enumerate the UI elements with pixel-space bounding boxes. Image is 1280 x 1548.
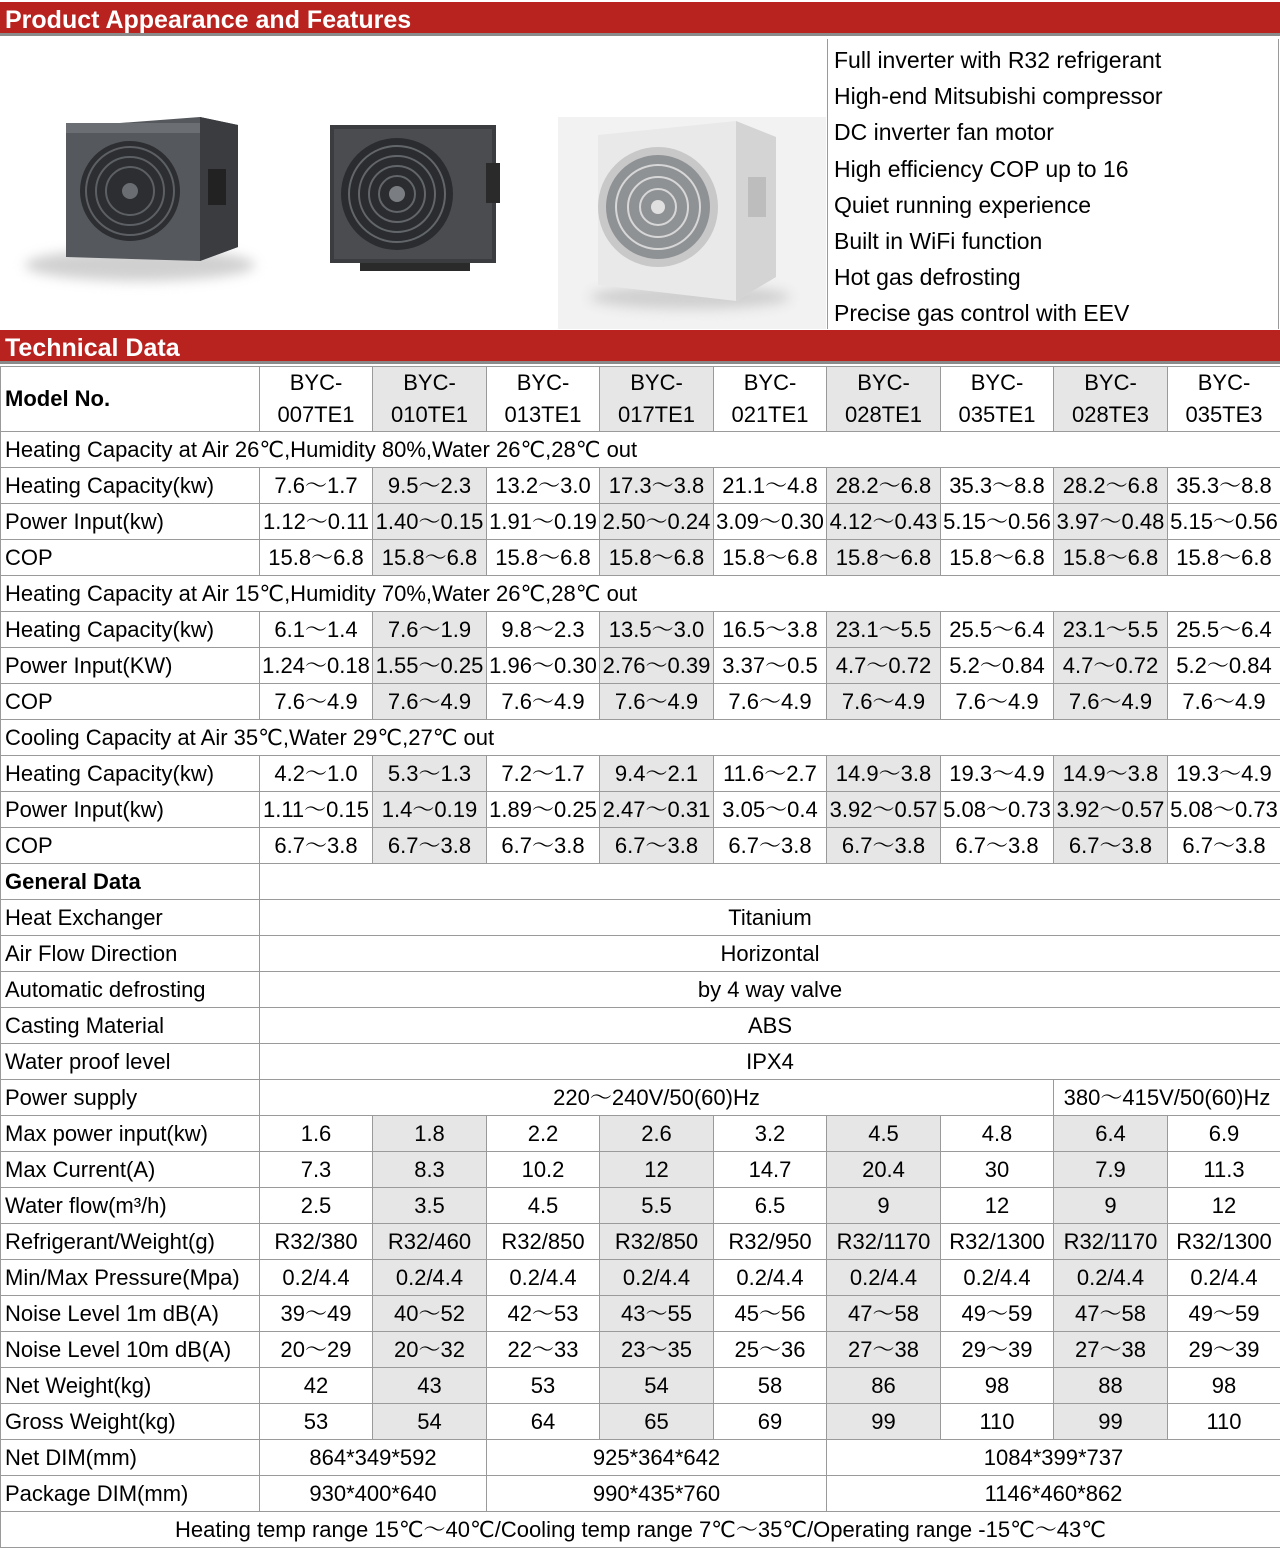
row-label: Net Weight(kg): [1, 1368, 260, 1404]
value-cell: 6.7～3.8: [941, 828, 1054, 864]
section-title: Heating Capacity at Air 26℃,Humidity 80%,Water 26℃,28℃ out: [1, 432, 1280, 468]
feature-item: Precise gas control with EEV: [834, 300, 1130, 327]
value-cell: 0.2/4.4: [260, 1260, 373, 1296]
value-cell: 4.5: [487, 1188, 600, 1224]
value-cell: 7.3: [260, 1152, 373, 1188]
value-cell: 1.40～0.15: [373, 504, 487, 540]
value-cell: 0.2/4.4: [714, 1260, 827, 1296]
product-image-dark-front: [330, 125, 500, 271]
value-cell: 1.4～0.19: [373, 792, 487, 828]
value-cell: 43～55: [600, 1296, 714, 1332]
value-cell: 7.6～4.9: [373, 684, 487, 720]
data-row: [1, 1368, 1280, 1404]
value-cell: Titanium: [260, 900, 1280, 936]
model-cell: BYC- 017TE1: [600, 367, 714, 432]
value-cell: 9.4～2.1: [600, 756, 714, 792]
value-cell: 15.8～6.8: [1168, 540, 1280, 576]
value-cell: 54: [373, 1404, 487, 1440]
value-cell: 3.92～0.57: [1054, 792, 1168, 828]
data-row: [1, 468, 1280, 504]
data-row: [1, 1224, 1280, 1260]
value-cell: 19.3～4.9: [1168, 756, 1280, 792]
value-cell: 9: [1054, 1188, 1168, 1224]
value-cell: 14.9～3.8: [1054, 756, 1168, 792]
footer-note: Heating temp range 15℃～40℃/Cooling temp range 7℃～35℃/Operating range -15℃～43℃: [1, 1512, 1280, 1548]
row-label: Heating Capacity(kw): [1, 468, 260, 504]
row-label: Max Current(A): [1, 1152, 260, 1188]
row-label: Water proof level: [1, 1044, 260, 1080]
value-cell: 20.4: [827, 1152, 941, 1188]
value-cell: 7.9: [1054, 1152, 1168, 1188]
value-cell: 4.7～0.72: [827, 648, 941, 684]
row-label: Casting Material: [1, 1008, 260, 1044]
section-header-row: [1, 576, 1280, 612]
row-label: Noise Level 10m dB(A): [1, 1332, 260, 1368]
value-cell: 5.08～0.73: [1168, 792, 1280, 828]
feature-item: Full inverter with R32 refrigerant: [834, 47, 1162, 73]
value-cell: 29～39: [1168, 1332, 1280, 1368]
value-cell: 4.12～0.43: [827, 504, 941, 540]
technical-data-table: [0, 366, 1280, 1548]
section-title: Cooling Capacity at Air 35℃,Water 29℃,27℃ out: [1, 720, 1280, 756]
power-supply-row: [1, 1080, 1280, 1116]
value-cell: 22～33: [487, 1332, 600, 1368]
row-label: Power Input(kw): [1, 504, 260, 540]
value-cell: 925*364*642: [487, 1440, 827, 1476]
value-cell: 9.5～2.3: [373, 468, 487, 504]
value-cell: 15.8～6.8: [487, 540, 600, 576]
feature-item: DC inverter fan motor: [834, 119, 1054, 146]
value-cell: 6.5: [714, 1188, 827, 1224]
value-cell: 0.2/4.4: [487, 1260, 600, 1296]
value-cell: 2.6: [600, 1116, 714, 1152]
value-cell: 99: [1054, 1404, 1168, 1440]
value-cell: 11.3: [1168, 1152, 1280, 1188]
value-cell: 2.50～0.24: [600, 504, 714, 540]
value-cell: 40～52: [373, 1296, 487, 1332]
value-cell: 7.6～4.9: [600, 684, 714, 720]
feature-item: Built in WiFi function: [834, 228, 1043, 255]
section-header-row: [1, 720, 1280, 756]
row-label: Refrigerant/Weight(g): [1, 1224, 260, 1260]
model-cell: BYC- 028TE1: [827, 367, 941, 432]
value-cell: 43: [373, 1368, 487, 1404]
value-cell: 4.5: [827, 1116, 941, 1152]
data-row: [1, 756, 1280, 792]
data-row: [1, 900, 1280, 936]
value-cell: 58: [714, 1368, 827, 1404]
value-cell: 3.37～0.5: [714, 648, 827, 684]
value-cell: 11.6～2.7: [714, 756, 827, 792]
value-cell: 14.7: [714, 1152, 827, 1188]
feature-item: Quiet running experience: [834, 191, 1091, 218]
value-cell: 53: [487, 1368, 600, 1404]
value-cell: 1.6: [260, 1116, 373, 1152]
value-cell: 7.6～4.9: [941, 684, 1054, 720]
row-label: Power Input(KW): [1, 648, 260, 684]
value-cell: 2.76～0.39: [600, 648, 714, 684]
value-cell: 12: [1168, 1188, 1280, 1224]
value-cell: 14.9～3.8: [827, 756, 941, 792]
value-cell: Horizontal: [260, 936, 1280, 972]
value-cell: R32/850: [600, 1224, 714, 1260]
value-cell: 28.2～6.8: [1054, 468, 1168, 504]
model-row: [1, 367, 1280, 432]
value-cell: 3.5: [373, 1188, 487, 1224]
value-cell: 27～38: [827, 1332, 941, 1368]
value-cell: 47～58: [827, 1296, 941, 1332]
empty-cell: [260, 864, 1280, 900]
value-cell: 12: [600, 1152, 714, 1188]
model-cell: BYC- 035TE1: [941, 367, 1054, 432]
value-cell: 23.1～5.5: [1054, 612, 1168, 648]
section-header-row: [1, 432, 1280, 468]
dimension-row: [1, 1440, 1280, 1476]
value-cell: 7.6～4.9: [827, 684, 941, 720]
value-cell: 1.11～0.15: [260, 792, 373, 828]
value-cell: 110: [941, 1404, 1054, 1440]
row-label: Max power input(kw): [1, 1116, 260, 1152]
value-cell: 2.47～0.31: [600, 792, 714, 828]
value-cell: 10.2: [487, 1152, 600, 1188]
model-cell: BYC- 035TE3: [1168, 367, 1280, 432]
value-cell: 2.2: [487, 1116, 600, 1152]
value-cell: 7.6～4.9: [1054, 684, 1168, 720]
general-header-row: [1, 864, 1280, 900]
data-row: [1, 1296, 1280, 1332]
section-title: Heating Capacity at Air 15℃,Humidity 70%,Water 26℃,28℃ out: [1, 576, 1280, 612]
feature-item: High efficiency COP up to 16: [834, 155, 1129, 182]
row-label: Air Flow Direction: [1, 936, 260, 972]
value-cell: 1.96～0.30: [487, 648, 600, 684]
value-cell: 0.2/4.4: [941, 1260, 1054, 1296]
row-label: Power Input(kw): [1, 792, 260, 828]
data-row: [1, 504, 1280, 540]
value-cell: 21.1～4.8: [714, 468, 827, 504]
value-cell: 7.6～1.9: [373, 612, 487, 648]
value-cell: 1.55～0.25: [373, 648, 487, 684]
row-label: COP: [1, 540, 260, 576]
value-cell: R32/1170: [827, 1224, 941, 1260]
value-cell: 3.97～0.48: [1054, 504, 1168, 540]
value-cell: R32/1300: [1168, 1224, 1280, 1260]
value-cell: 15.8～6.8: [1054, 540, 1168, 576]
value-cell: R32/850: [487, 1224, 600, 1260]
value-cell: 6.7～3.8: [827, 828, 941, 864]
value-cell: 64: [487, 1404, 600, 1440]
value-cell: 5.15～0.56: [1168, 504, 1280, 540]
row-label: Gross Weight(kg): [1, 1404, 260, 1440]
data-row: [1, 1404, 1280, 1440]
product-image-dark-angled: [25, 117, 255, 281]
value-cell: 15.8～6.8: [373, 540, 487, 576]
data-row: [1, 1332, 1280, 1368]
value-cell: 5.2～0.84: [941, 648, 1054, 684]
value-cell: 990*435*760: [487, 1476, 827, 1512]
value-cell: 5.08～0.73: [941, 792, 1054, 828]
data-row: [1, 1116, 1280, 1152]
section-banner-technical: Technical Data: [0, 330, 1280, 364]
model-cell: BYC- 021TE1: [714, 367, 827, 432]
value-cell: 2.5: [260, 1188, 373, 1224]
value-cell: 5.3～1.3: [373, 756, 487, 792]
value-cell: 0.2/4.4: [600, 1260, 714, 1296]
model-cell: BYC- 028TE3: [1054, 367, 1168, 432]
value-cell: R32/460: [373, 1224, 487, 1260]
value-cell: 1.89～0.25: [487, 792, 600, 828]
value-cell: 98: [941, 1368, 1054, 1404]
value-cell: 17.3～3.8: [600, 468, 714, 504]
value-cell: 6.4: [1054, 1116, 1168, 1152]
footer-row: [1, 1512, 1280, 1548]
value-cell: 28.2～6.8: [827, 468, 941, 504]
value-cell: 15.8～6.8: [600, 540, 714, 576]
row-label: Heat Exchanger: [1, 900, 260, 936]
value-cell: 27～38: [1054, 1332, 1168, 1368]
value-cell: 15.8～6.8: [260, 540, 373, 576]
feature-item: High-end Mitsubishi compressor: [834, 83, 1163, 110]
value-cell: 25.5～6.4: [941, 612, 1054, 648]
value-cell: 930*400*640: [260, 1476, 487, 1512]
row-label: Heating Capacity(kw): [1, 756, 260, 792]
value-cell: 3.05～0.4: [714, 792, 827, 828]
value-cell: 1.24～0.18: [260, 648, 373, 684]
value-cell: 1084*399*737: [827, 1440, 1280, 1476]
value-cell: 69: [714, 1404, 827, 1440]
row-label: Min/Max Pressure(Mpa): [1, 1260, 260, 1296]
value-cell: 7.6～4.9: [714, 684, 827, 720]
value-cell: 39～49: [260, 1296, 373, 1332]
data-row: [1, 792, 1280, 828]
value-cell: 4.7～0.72: [1054, 648, 1168, 684]
value-cell: 13.2～3.0: [487, 468, 600, 504]
value-cell: 220～240V/50(60)Hz: [260, 1080, 1054, 1116]
feature-item: Hot gas defrosting: [834, 264, 1021, 291]
value-cell: 7.2～1.7: [487, 756, 600, 792]
model-cell: BYC- 013TE1: [487, 367, 600, 432]
value-cell: IPX4: [260, 1044, 1280, 1080]
data-row: [1, 1152, 1280, 1188]
product-image-white-angled: [558, 117, 826, 329]
appearance-panel: [0, 39, 1280, 329]
data-row: [1, 648, 1280, 684]
value-cell: 5.5: [600, 1188, 714, 1224]
value-cell: 49～59: [941, 1296, 1054, 1332]
data-row: [1, 1260, 1280, 1296]
data-row: [1, 972, 1280, 1008]
model-cell: BYC- 010TE1: [373, 367, 487, 432]
data-row: [1, 684, 1280, 720]
value-cell: 3.09～0.30: [714, 504, 827, 540]
value-cell: 25.5～6.4: [1168, 612, 1280, 648]
value-cell: 0.2/4.4: [1168, 1260, 1280, 1296]
value-cell: 7.6～1.7: [260, 468, 373, 504]
dimension-row: [1, 1476, 1280, 1512]
value-cell: 35.3～8.8: [941, 468, 1054, 504]
data-row: [1, 1188, 1280, 1224]
data-row: [1, 936, 1280, 972]
value-cell: 15.8～6.8: [827, 540, 941, 576]
value-cell: 15.8～6.8: [714, 540, 827, 576]
value-cell: 53: [260, 1404, 373, 1440]
value-cell: 3.2: [714, 1116, 827, 1152]
value-cell: 7.6～4.9: [1168, 684, 1280, 720]
value-cell: 20～29: [260, 1332, 373, 1368]
value-cell: 23.1～5.5: [827, 612, 941, 648]
value-cell: 6.9: [1168, 1116, 1280, 1152]
value-cell: 380～415V/50(60)Hz: [1054, 1080, 1280, 1116]
value-cell: 19.3～4.9: [941, 756, 1054, 792]
value-cell: 9: [827, 1188, 941, 1224]
row-label: Package DIM(mm): [1, 1476, 260, 1512]
value-cell: 9.8～2.3: [487, 612, 600, 648]
value-cell: 99: [827, 1404, 941, 1440]
value-cell: 7.6～4.9: [487, 684, 600, 720]
row-label: COP: [1, 828, 260, 864]
data-row: [1, 612, 1280, 648]
value-cell: 49～59: [1168, 1296, 1280, 1332]
value-cell: R32/950: [714, 1224, 827, 1260]
value-cell: 6.7～3.8: [373, 828, 487, 864]
data-row: [1, 540, 1280, 576]
value-cell: 98: [1168, 1368, 1280, 1404]
value-cell: 65: [600, 1404, 714, 1440]
value-cell: 45～56: [714, 1296, 827, 1332]
data-row: [1, 1044, 1280, 1080]
value-cell: 1.12～0.11: [260, 504, 373, 540]
row-label: Heating Capacity(kw): [1, 612, 260, 648]
value-cell: 54: [600, 1368, 714, 1404]
value-cell: 3.92～0.57: [827, 792, 941, 828]
value-cell: 88: [1054, 1368, 1168, 1404]
section-banner-appearance: Product Appearance and Features: [0, 2, 1280, 36]
value-cell: 1146*460*862: [827, 1476, 1280, 1512]
value-cell: 4.8: [941, 1116, 1054, 1152]
value-cell: R32/1170: [1054, 1224, 1168, 1260]
general-title: General Data: [1, 864, 260, 900]
value-cell: 6.7～3.8: [1054, 828, 1168, 864]
value-cell: 12: [941, 1188, 1054, 1224]
value-cell: 20～32: [373, 1332, 487, 1368]
data-row: [1, 1008, 1280, 1044]
feature-list-panel: [827, 39, 1279, 329]
value-cell: R32/380: [260, 1224, 373, 1260]
value-cell: 42: [260, 1368, 373, 1404]
row-label: Power supply: [1, 1080, 260, 1116]
value-cell: 23～35: [600, 1332, 714, 1368]
value-cell: 4.2～1.0: [260, 756, 373, 792]
value-cell: 5.15～0.56: [941, 504, 1054, 540]
value-cell: 6.7～3.8: [260, 828, 373, 864]
value-cell: 13.5～3.0: [600, 612, 714, 648]
value-cell: 30: [941, 1152, 1054, 1188]
value-cell: 1.91～0.19: [487, 504, 600, 540]
value-cell: 25～36: [714, 1332, 827, 1368]
value-cell: 15.8～6.8: [941, 540, 1054, 576]
data-row: [1, 828, 1280, 864]
feature-list: [828, 39, 1278, 332]
value-cell: 5.2～0.84: [1168, 648, 1280, 684]
value-cell: R32/1300: [941, 1224, 1054, 1260]
value-cell: 8.3: [373, 1152, 487, 1188]
value-cell: ABS: [260, 1008, 1280, 1044]
value-cell: 86: [827, 1368, 941, 1404]
value-cell: by 4 way valve: [260, 972, 1280, 1008]
value-cell: 864*349*592: [260, 1440, 487, 1476]
row-label: COP: [1, 684, 260, 720]
value-cell: 42～53: [487, 1296, 600, 1332]
row-label: Automatic defrosting: [1, 972, 260, 1008]
product-images: [0, 39, 826, 329]
value-cell: 35.3～8.8: [1168, 468, 1280, 504]
row-label: Model No.: [1, 367, 260, 432]
value-cell: 0.2/4.4: [373, 1260, 487, 1296]
value-cell: 6.1～1.4: [260, 612, 373, 648]
value-cell: 6.7～3.8: [1168, 828, 1280, 864]
model-cell: BYC- 007TE1: [260, 367, 373, 432]
row-label: Water flow(m³/h): [1, 1188, 260, 1224]
value-cell: 29～39: [941, 1332, 1054, 1368]
value-cell: 6.7～3.8: [600, 828, 714, 864]
value-cell: 110: [1168, 1404, 1280, 1440]
value-cell: 16.5～3.8: [714, 612, 827, 648]
value-cell: 6.7～3.8: [714, 828, 827, 864]
value-cell: 6.7～3.8: [487, 828, 600, 864]
value-cell: 7.6～4.9: [260, 684, 373, 720]
value-cell: 0.2/4.4: [827, 1260, 941, 1296]
row-label: Noise Level 1m dB(A): [1, 1296, 260, 1332]
row-label: Net DIM(mm): [1, 1440, 260, 1476]
value-cell: 1.8: [373, 1116, 487, 1152]
value-cell: 47～58: [1054, 1296, 1168, 1332]
value-cell: 0.2/4.4: [1054, 1260, 1168, 1296]
